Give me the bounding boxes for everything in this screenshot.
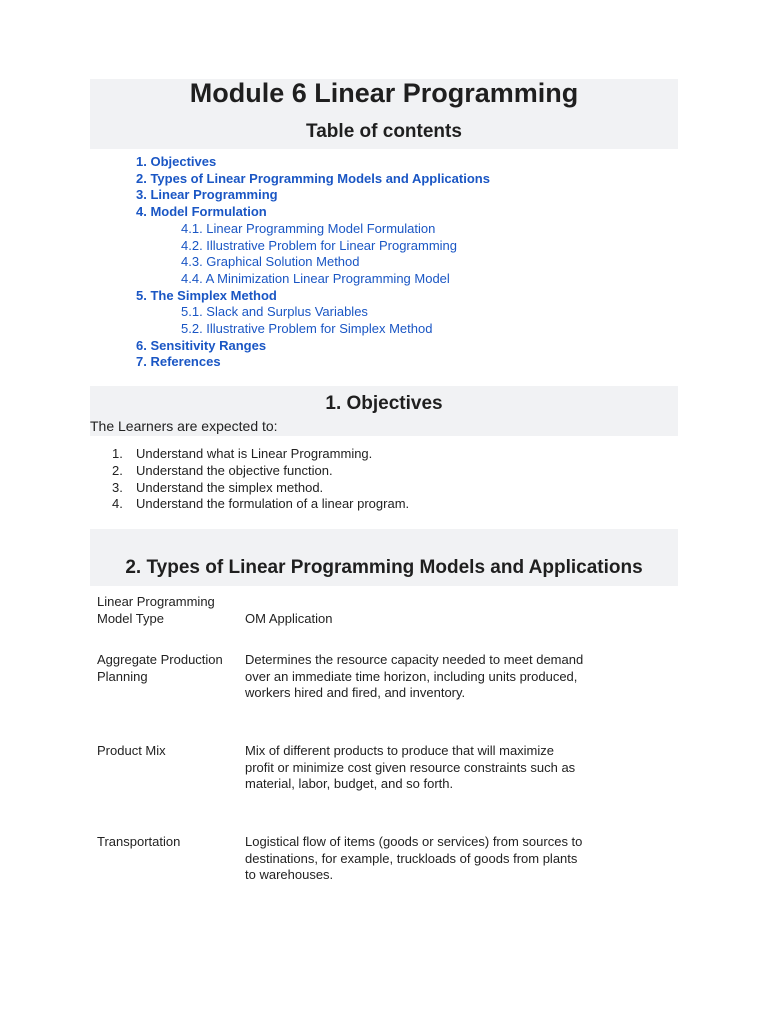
toc-link-simplex-method[interactable]: 5. The Simplex Method — [136, 287, 277, 303]
lp-models-table — [97, 594, 585, 884]
table-cell: Product Mix — [97, 743, 166, 758]
objectives-list — [90, 446, 409, 513]
toc-link-references[interactable]: 7. References — [136, 354, 221, 370]
toc-link-objectives[interactable]: 1. Objectives — [136, 154, 217, 169]
table-of-contents — [90, 154, 678, 371]
toc-link-graphical-solution[interactable]: 4.3. Graphical Solution Method — [181, 254, 360, 270]
list-item: 1. Understand what is Linear Programming. — [112, 446, 373, 461]
toc-link-linear-programming[interactable]: 3. Linear Programming — [136, 187, 278, 203]
table-row — [97, 834, 585, 884]
table-cell: Logistical flow of items (goods or services) from sources to destinations, for example, truckloads of goods from plants to warehouses. — [245, 834, 583, 883]
list-item: 3. Understand the simplex method. — [112, 479, 324, 495]
objectives-intro: The Learners are expected to: — [90, 418, 278, 434]
table-header-row — [97, 594, 585, 652]
section-heading-objectives: 1. Objectives — [325, 393, 443, 414]
section-objectives-band — [90, 386, 678, 436]
toc-link-minimization-model[interactable]: 4.4. A Minimization Linear Programming Model — [181, 270, 450, 286]
table-cell: Aggregate Production Planning — [97, 652, 223, 684]
table-header-cell: Linear Programming Model Type — [97, 594, 215, 626]
toc-link-model-formulation[interactable]: 4. Model Formulation — [136, 204, 267, 220]
list-item: 4. Understand the formulation of a linear program. — [112, 496, 410, 512]
title-band — [90, 79, 678, 149]
toc-link-types-of-models[interactable]: 2. Types of Linear Programming Models and Applications — [136, 170, 490, 186]
toc-link-lp-model-formulation[interactable]: 4.1. Linear Programming Model Formulation — [181, 220, 436, 236]
table-row — [97, 743, 585, 834]
table-header-cell: OM Application — [245, 610, 333, 626]
toc-link-illustrative-problem-simplex[interactable]: 5.2. Illustrative Problem for Simplex Method — [181, 321, 433, 337]
toc-heading: Table of contents — [306, 121, 462, 142]
table-cell: Transportation — [97, 834, 181, 849]
table-cell: Mix of different products to produce that will maximize profit or minimize cost given resource constraints such as material, labor, budget, and so forth. — [245, 743, 576, 792]
table-cell: Determines the resource capacity needed to meet demand over an immediate time horizon, including units produced, workers hired and fired, and inventory. — [245, 652, 584, 701]
toc-link-sensitivity-ranges[interactable]: 6. Sensitivity Ranges — [136, 337, 267, 353]
toc-link-illustrative-problem-lp[interactable]: 4.2. Illustrative Problem for Linear Programming — [181, 237, 458, 253]
toc-link-slack-surplus[interactable]: 5.1. Slack and Surplus Variables — [181, 304, 368, 320]
section-types-band — [90, 529, 678, 586]
list-item: 2. Understand the objective function. — [112, 462, 333, 478]
page-title: Module 6 Linear Programming — [189, 78, 579, 108]
document-page — [90, 78, 678, 883]
section-heading-types: 2. Types of Linear Programming Models and Applications — [125, 557, 643, 578]
table-row — [97, 652, 585, 743]
